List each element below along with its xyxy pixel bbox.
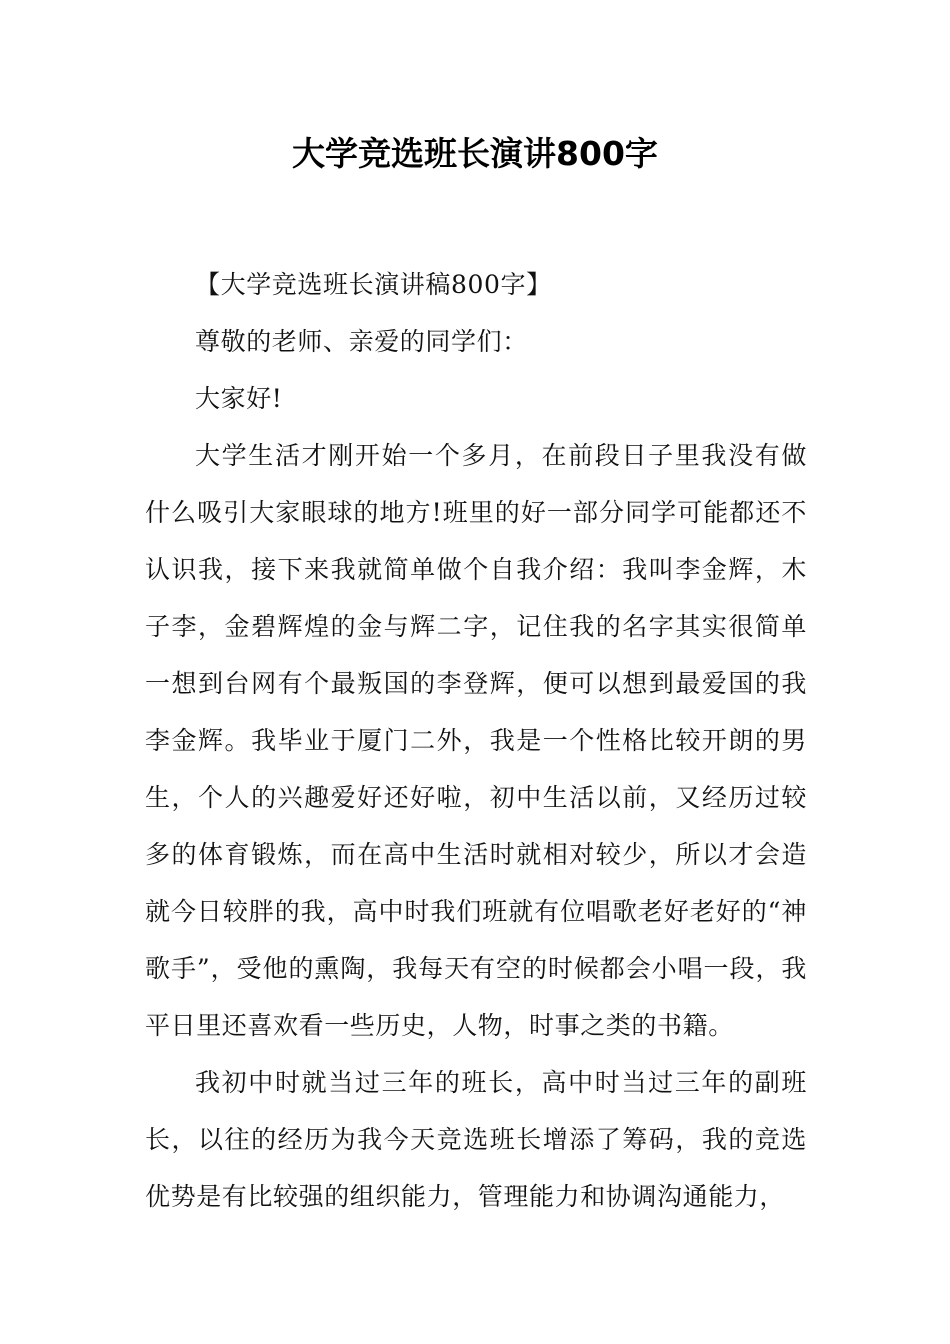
paragraph-experience: 我初中时就当过三年的班长，高中时当过三年的副班长，以往的经历为我今天竞选班长增添了筹码，我的竞选优势是有比较强的组织能力，管理能力和协调沟通能力， [145,1068,807,1211]
paragraph-salutation: 尊敬的老师、亲爱的同学们： [195,327,528,356]
paragraph-greeting: 大家好! [195,384,283,413]
paragraph-subtitle: 【大学竞选班长演讲稿800字】 [195,270,552,299]
document-title: 大学竞选班长演讲800字 [292,134,658,173]
paragraph-introduction: 大学生活才刚开始一个多月，在前段日子里我没有做什么吸引大家眼球的地方!班里的好一部分同学可能都还不认识我，接下来我就简单做个自我介绍：我叫李金辉，木子李，金碧辉煌的金与辉二字，记住我的名字其实很简单一想到台网有个最叛国的李登辉，便可以想到最爱国的我李金辉。我毕业于厦门二外，我是一个性格比较开朗的男生，个人的兴趣爱好还好啦，初中生活以前，又经历过较多的体育锻炼，而在高中生活时就相对较少，所以才会造就今日较胖的我，高中时我们班就有位唱歌老好老好的“神歌手”，受他的熏陶，我每天有空的时候都会小唱一段，我平日里还喜欢看一些历史，人物，时事之类的书籍。 [145,441,807,1040]
document-body [145,256,807,1225]
